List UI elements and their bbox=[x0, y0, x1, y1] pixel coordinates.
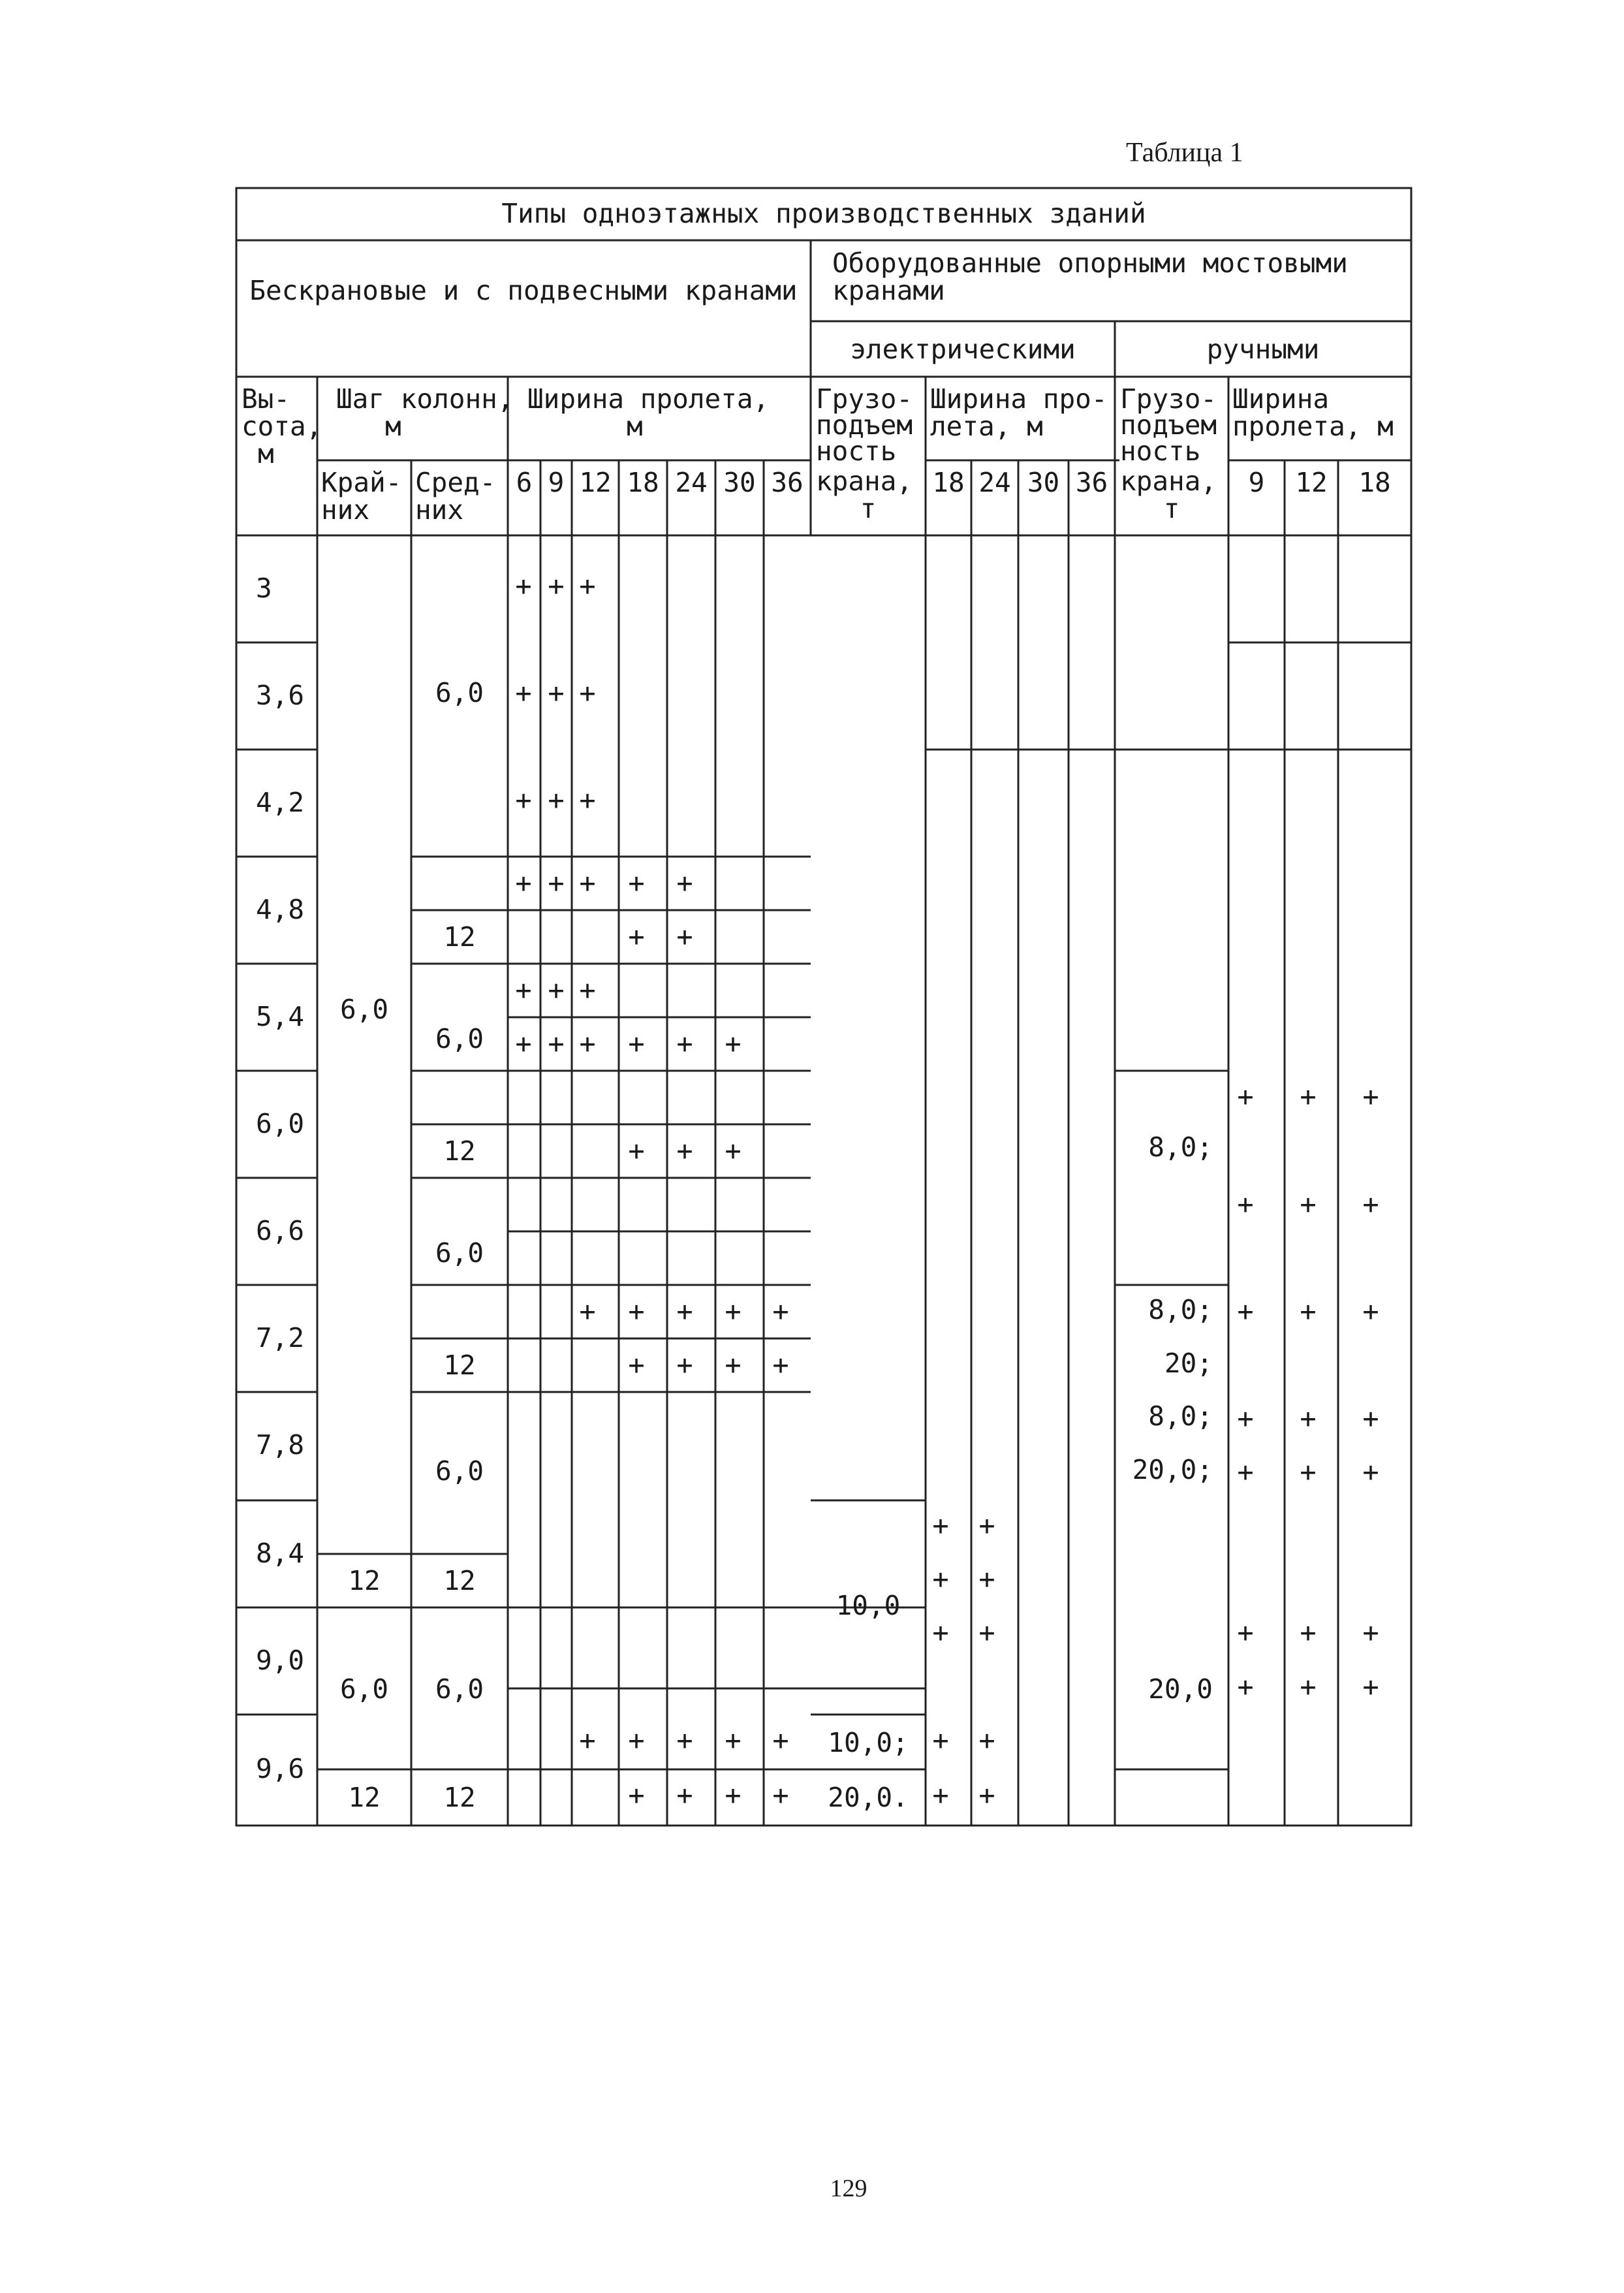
header-capacity-e-5: т bbox=[860, 493, 877, 524]
header-span-m-9: 9 bbox=[1248, 467, 1265, 498]
plus-mark: + bbox=[1300, 1188, 1317, 1220]
plus-mark: + bbox=[978, 1779, 995, 1811]
height-cell: 6,6 bbox=[256, 1215, 305, 1246]
header-span-m-18: 18 bbox=[1358, 467, 1391, 498]
capacity-manual-cell: 8,0; bbox=[1148, 1400, 1213, 1432]
middle-step-cell: 12 bbox=[443, 1565, 476, 1596]
height-cell: 8,4 bbox=[256, 1538, 305, 1569]
plus-mark: + bbox=[1362, 1081, 1379, 1113]
plus-mark: + bbox=[515, 867, 532, 899]
plus-mark: + bbox=[515, 784, 532, 816]
group-craneless: Бескрановые и с подвесными кранами bbox=[249, 275, 798, 306]
page-number: 129 bbox=[830, 2175, 867, 2202]
plus-mark: + bbox=[1362, 1617, 1379, 1649]
plus-mark: + bbox=[579, 1295, 596, 1327]
capacity-electric-cell: 20,0. bbox=[828, 1782, 909, 1813]
height-cell: 4,2 bbox=[256, 787, 305, 818]
plus-mark: + bbox=[772, 1349, 789, 1381]
plus-mark: + bbox=[1362, 1188, 1379, 1220]
plus-mark: + bbox=[515, 677, 532, 709]
middle-step-cell: 12 bbox=[443, 1782, 476, 1813]
plus-mark: + bbox=[978, 1724, 995, 1756]
capacity-manual-cell: 8,0; bbox=[1148, 1294, 1213, 1325]
header-span-e-36: 36 bbox=[1075, 467, 1108, 498]
plus-mark: + bbox=[1300, 1081, 1317, 1113]
header-span-e-30: 30 bbox=[1027, 467, 1060, 498]
header-capacity-e-2: подъем bbox=[816, 409, 913, 441]
header-span-width-unit: м bbox=[627, 411, 643, 442]
height-cell: 6,0 bbox=[256, 1108, 305, 1139]
plus-mark: + bbox=[676, 1295, 693, 1327]
header-span-6: 6 bbox=[516, 467, 533, 498]
header-capacity-e-3: ность bbox=[816, 435, 897, 467]
header-column-step: Шаг колонн, bbox=[336, 383, 514, 415]
group-manual: ручными bbox=[1206, 334, 1320, 365]
plus-mark: + bbox=[548, 974, 565, 1006]
plus-mark: + bbox=[772, 1724, 789, 1756]
header-span-m-1: Ширина bbox=[1232, 383, 1330, 415]
plus-mark: + bbox=[628, 1135, 645, 1167]
plus-mark: + bbox=[978, 1617, 995, 1649]
plus-mark: + bbox=[548, 570, 565, 602]
plus-mark: + bbox=[932, 1617, 949, 1649]
middle-step-cell: 6,0 bbox=[435, 1673, 484, 1705]
plus-mark: + bbox=[628, 1028, 645, 1060]
height-cell: 3,6 bbox=[256, 680, 305, 711]
header-middle-1: Сред- bbox=[415, 467, 496, 498]
header-span-30: 30 bbox=[723, 467, 756, 498]
middle-step-cell: 12 bbox=[443, 921, 476, 953]
plus-mark: + bbox=[579, 1028, 596, 1060]
header-edge-1: Край- bbox=[321, 467, 402, 498]
plus-mark: + bbox=[1300, 1671, 1317, 1703]
plus-mark: + bbox=[515, 570, 532, 602]
header-span-12: 12 bbox=[579, 467, 612, 498]
plus-mark: + bbox=[579, 1724, 596, 1756]
height-cell: 5,4 bbox=[256, 1001, 305, 1032]
plus-mark: + bbox=[676, 867, 693, 899]
plus-mark: + bbox=[725, 1779, 742, 1811]
height-cell: 4,8 bbox=[256, 894, 305, 925]
plus-mark: + bbox=[676, 1724, 693, 1756]
header-height-2: сота, bbox=[242, 411, 322, 442]
capacity-manual-cell: 20; bbox=[1164, 1348, 1213, 1379]
plus-mark: + bbox=[1237, 1402, 1254, 1434]
capacity-manual-cell: 8,0; bbox=[1148, 1131, 1213, 1163]
plus-mark: + bbox=[628, 1779, 645, 1811]
table-caption: Таблица 1 bbox=[1126, 138, 1243, 168]
header-capacity-m-3: ность bbox=[1120, 435, 1201, 467]
middle-step-cell: 6,0 bbox=[435, 1455, 484, 1487]
plus-mark: + bbox=[1237, 1671, 1254, 1703]
plus-mark: + bbox=[628, 921, 645, 953]
middle-step-cell: 12 bbox=[443, 1135, 476, 1167]
plus-mark: + bbox=[579, 570, 596, 602]
header-span-e-24: 24 bbox=[978, 467, 1011, 498]
header-height-1: Вы- bbox=[242, 383, 290, 415]
plus-mark: + bbox=[628, 1295, 645, 1327]
plus-mark: + bbox=[1237, 1617, 1254, 1649]
edge-step-cell: 12 bbox=[348, 1782, 381, 1813]
plus-mark: + bbox=[1362, 1295, 1379, 1327]
plus-mark: + bbox=[932, 1563, 949, 1595]
header-capacity-e-4: крана, bbox=[816, 466, 913, 497]
header-capacity-e-1: Грузо- bbox=[816, 383, 913, 415]
plus-mark: + bbox=[1237, 1456, 1254, 1488]
plus-mark: + bbox=[1237, 1188, 1254, 1220]
plus-mark: + bbox=[932, 1510, 949, 1542]
capacity-electric-cell: 10,0 bbox=[835, 1590, 901, 1621]
plus-mark: + bbox=[515, 1028, 532, 1060]
header-span-9: 9 bbox=[548, 467, 565, 498]
plus-mark: + bbox=[1362, 1402, 1379, 1434]
plus-mark: + bbox=[515, 974, 532, 1006]
header-capacity-m-5: т bbox=[1163, 493, 1180, 524]
edge-step-cell: 12 bbox=[348, 1565, 381, 1596]
middle-step-cell: 6,0 bbox=[435, 1023, 484, 1054]
middle-step-cell: 6,0 bbox=[435, 1237, 484, 1269]
plus-mark: + bbox=[725, 1135, 742, 1167]
header-middle-2: них bbox=[415, 494, 464, 526]
plus-mark: + bbox=[932, 1779, 949, 1811]
group-overhead-line2: кранами bbox=[832, 275, 945, 306]
plus-mark: + bbox=[725, 1295, 742, 1327]
plus-mark: + bbox=[628, 1349, 645, 1381]
header-span-m-2: пролета, м bbox=[1232, 411, 1394, 442]
plus-mark: + bbox=[1300, 1617, 1317, 1649]
capacity-electric-cell: 10,0; bbox=[828, 1727, 909, 1758]
header-span-36: 36 bbox=[771, 467, 804, 498]
middle-step-cell: 12 bbox=[443, 1350, 476, 1381]
header-edge-2: них bbox=[321, 494, 370, 526]
edge-step-cell: 6,0 bbox=[339, 1673, 389, 1705]
header-span-24: 24 bbox=[675, 467, 708, 498]
plus-mark: + bbox=[548, 784, 565, 816]
plus-mark: + bbox=[676, 1135, 693, 1167]
height-cell: 7,2 bbox=[256, 1322, 305, 1353]
header-span-m-12: 12 bbox=[1295, 467, 1328, 498]
height-cell: 7,8 bbox=[256, 1429, 305, 1461]
header-column-step-unit: м bbox=[385, 411, 401, 442]
plus-mark: + bbox=[579, 974, 596, 1006]
plus-mark: + bbox=[1362, 1671, 1379, 1703]
middle-step-cell: 6,0 bbox=[435, 677, 484, 708]
plus-mark: + bbox=[1237, 1081, 1254, 1113]
plus-mark: + bbox=[772, 1779, 789, 1811]
header-span-width: Ширина пролета, bbox=[527, 383, 770, 415]
plus-mark: + bbox=[676, 1028, 693, 1060]
plus-mark: + bbox=[978, 1510, 995, 1542]
plus-mark: + bbox=[548, 1028, 565, 1060]
plus-mark: + bbox=[725, 1028, 742, 1060]
header-height-3: м bbox=[258, 438, 274, 469]
plus-mark: + bbox=[1362, 1456, 1379, 1488]
header-span-18: 18 bbox=[627, 467, 659, 498]
header-span-e-2: лета, м bbox=[930, 411, 1043, 442]
plus-mark: + bbox=[676, 1349, 693, 1381]
height-cell: 9,0 bbox=[256, 1645, 305, 1676]
group-overhead-line1: Оборудованные опорными мостовыми bbox=[832, 247, 1348, 279]
plus-mark: + bbox=[676, 921, 693, 953]
plus-mark: + bbox=[772, 1295, 789, 1327]
header-capacity-m-4: крана, bbox=[1120, 466, 1217, 497]
plus-mark: + bbox=[1300, 1456, 1317, 1488]
header-span-e-1: Ширина про- bbox=[930, 383, 1108, 415]
plus-mark: + bbox=[1300, 1295, 1317, 1327]
plus-mark: + bbox=[725, 1349, 742, 1381]
plus-mark: + bbox=[676, 1779, 693, 1811]
header-span-e-18: 18 bbox=[932, 467, 965, 498]
plus-mark: + bbox=[978, 1563, 995, 1595]
plus-mark: + bbox=[579, 867, 596, 899]
header-capacity-m-1: Грузо- bbox=[1120, 383, 1217, 415]
edge-step-cell: 6,0 bbox=[339, 994, 389, 1025]
plus-mark: + bbox=[1300, 1402, 1317, 1434]
plus-mark: + bbox=[579, 677, 596, 709]
plus-mark: + bbox=[1237, 1295, 1254, 1327]
height-cell: 3 bbox=[256, 573, 272, 604]
plus-mark: + bbox=[932, 1724, 949, 1756]
plus-mark: + bbox=[628, 1724, 645, 1756]
header-capacity-m-2: подъем bbox=[1120, 409, 1217, 441]
height-cell: 9,6 bbox=[256, 1753, 305, 1784]
capacity-manual-cell: 20,0; bbox=[1132, 1454, 1213, 1485]
plus-mark: + bbox=[628, 867, 645, 899]
plus-mark: + bbox=[725, 1724, 742, 1756]
table-title: Типы одноэтажных производственных зданий bbox=[501, 198, 1146, 229]
plus-mark: + bbox=[548, 867, 565, 899]
group-electric: электрическими bbox=[850, 334, 1076, 365]
plus-mark: + bbox=[579, 784, 596, 816]
capacity-manual-cell: 20,0 bbox=[1148, 1673, 1213, 1705]
plus-mark: + bbox=[548, 677, 565, 709]
